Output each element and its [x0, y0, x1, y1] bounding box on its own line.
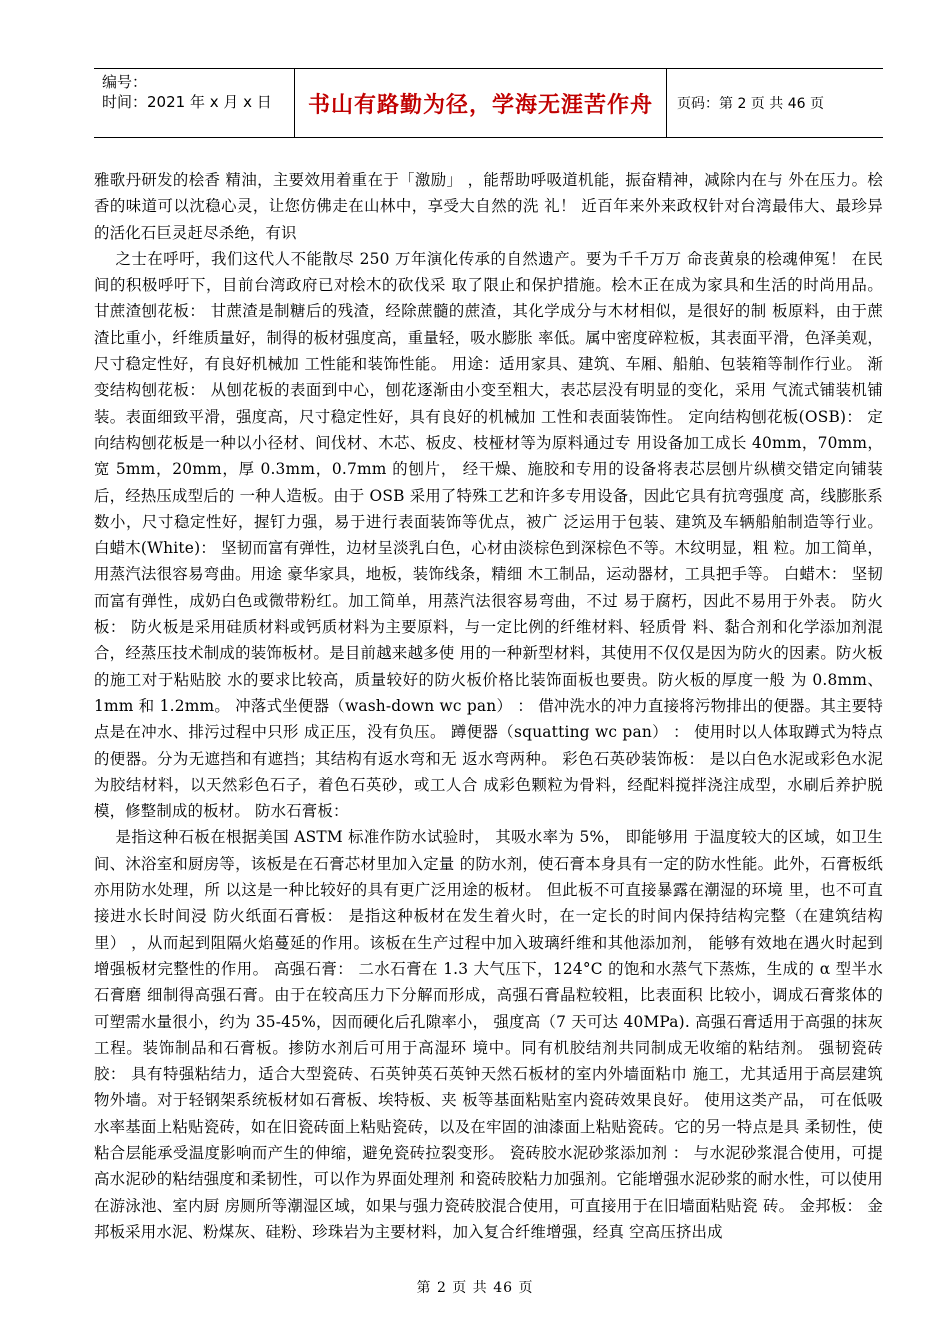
document-body [94, 167, 883, 1245]
page-header [94, 68, 883, 138]
page-footer: 第 2 页 共 46 页 [416, 1280, 534, 1296]
header-page-info: 页码：第 2 页 共 46 页 [677, 96, 824, 112]
header-motto-cell [294, 69, 667, 137]
document-number-label: 编号： [102, 73, 148, 91]
document-time: 时间：2021 年 x 月 x 日 [102, 93, 272, 111]
body-paragraph: 是指这种石板在根据美国 ASTM 标准作防水试验时， 其吸水率为 5%， 即能够用 于温度较大的区域，如卫生间、沐浴室和厨房等，该板是在石膏芯材里加入定量 的防水剂，使石膏本身具有一定的防水性能。此外，石膏板纸亦用防水处理，所 以这是一种比较好的具有更广泛用途的板材。 但此板不可直接暴露在潮湿的环境 里，也不可直接进水长时间浸 防火纸面石膏板： 是指这种板材在发生着火时，在一定长的时间内保持结构完整（在建筑结构里） ，从而起到阻隔火焰蔓延的作用。该板在生产过程中加入玻璃纤维和其他添加剂， 能够有效地在遇火时起到增强板材完整性的作用。 高强石膏： 二水石膏在 1.3 大气压下，124°C 的饱和水蒸气下蒸炼，生成的 α 型半水石膏磨 细制得高强石膏。由于在较高压力下分解而形成，高强石膏晶粒较粗，比表面积 比较小，调成石膏浆体的可塑需水量很小，约为 35-45%，因而硬化后孔隙率小， 强度高（7 天可达 40MPa). 高强石膏适用于高强的抹灰工程。装饰制品和石膏板。掺防水剂后可用于高湿环 境中。同有机胶结剂共同制成无收缩的粘结剂。 强韧瓷砖胶： 具有特强粘结力，适合大型瓷砖、石英钟英石英钟天然石板材的室内外墙面粘巾 施工，尤其适用于高层建筑物外墙。对于轻钢架系统板材如石膏板、埃特板、夹 板等基面粘贴室内瓷砖效果良好。 使用这类产品， 可在低吸水率基面上粘贴瓷砖，如在旧瓷砖面上粘贴瓷砖，以及在牢固的油漆面上粘贴瓷砖。它的另一特点是具 柔韧性，使粘合层能承受温度影响而产生的伸缩，避免瓷砖拉裂变形。 瓷砖胶水泥砂浆添加剂 ： 与水泥砂浆混合使用，可提高水泥砂的粘结强度和柔韧性，可以作为界面处理剂 和瓷砖胶粘力加强剂。它能增强水泥砂浆的耐水性，可以使用在游泳池、室内厨 房厕所等潮湿区域，如果与强力瓷砖胶混合使用，可直接用于在旧墙面粘贴瓷 砖。 金邦板： 金邦板采用水泥、粉煤灰、硅粉、珍珠岩为主要材料，加入复合纤维增强，经真 空高压挤出成 [94, 828, 883, 1241]
header-motto: 书山有路勤为径，学海无涯苦作舟 [307, 92, 653, 118]
body-paragraph: 雅歌丹研发的桧香 精油，主要效用着重在于「激励」 ，能帮助呼吸道机能，振奋精神，减除内在与 外在压力。桧香的味道可以沈稳心灵，让您仿佛走在山林中，享受大自然的洗 礼！ 近百年来外来政权针对台湾最伟大、最珍异的活化石巨灵赶尽杀绝，有识 [94, 171, 883, 242]
body-paragraph: 之士在呼吁，我们这代人不能散尽 250 万年演化传承的自然遗产。要为千千万万 命丧黄泉的桧魂伸冤！ 在民间的积极呼吁下，目前台湾政府已对桧木的砍伐采 取了限止和保护措施。桧木正在成为家具和生活的时尚用品。 甘蔗渣刨花板： 甘蔗渣是制糖后的残渣，经除蔗髓的蔗渣，其化学成分与木材相似，是很好的制 板原料，由于蔗渣比重小，纤维质量好，制得的板材强度高，重量轻，吸水膨胀 率低。属中密度碎粒板，其表面平滑，色泽美观，尺寸稳定性好，有良好机械加 工性能和装饰性能。 用途：适用家具、建筑、车厢、船舶、包装箱等制作行业。 渐变结构刨花板： 从刨花板的表面到中心，刨花逐渐由小变至粗大，表芯层没有明显的变化，采用 气流式铺装机铺装。表面细致平滑，强度高，尺寸稳定性好，具有良好的机械加 工性和表面装饰性。 定向结构刨花板(OSB)： 定向结构刨花板是一种以小径材、间伐材、木芯、板皮、枝桠材等为原料通过专 用设备加工成长 40mm，70mm，宽 5mm，20mm，厚 0.3mm，0.7mm 的刨片， 经干燥、施胶和专用的设备将表芯层刨片纵横交错定向铺装后，经热压成型后的 一种人造板。由于 OSB 采用了特殊工艺和许多专用设备，因此它具有抗弯强度 高，线膨胀系数小，尺寸稳定性好，握钉力强，易于进行表面装饰等优点，被广 泛运用于包装、建筑及车辆船舶制造等行业。 白蜡木(White)： 坚韧而富有弹性，边材呈淡乳白色，心材由淡棕色到深棕色不等。木纹明显，粗 粒。加工简单，用蒸汽法很容易弯曲。用途 豪华家具，地板，装饰线条，精细 木工制品，运动器材，工具把手等。 白蜡木： 坚韧而富有弹性，成奶白色或微带粉红。加工简单，用蒸汽法很容易弯曲，不过 易于腐朽，因此不易用于外表。 防火板： 防火板是采用硅质材料或钙质材料为主要原料，与一定比例的纤维材料、轻质骨 料、黏合剂和化学添加剂混合，经蒸压技术制成的装饰板材。是目前越来越多使 用的一种新型材料，其使用不仅仅是因为防火的因素。防火板的施工对于粘贴胶 水的要求比较高，质量较好的防火板价格比装饰面板也要贵。防火板的厚度一般 为 0.8mm、1mm 和 1.2mm。 冲落式坐便器（wash-down wc pan） ： 借冲洗水的冲力直接将污物排出的便器。其主要特点是在冲水、排污过程中只形 成正压，没有负压。 蹲便器（squatting wc pan） ： 使用时以人体取蹲式为特点的便器。分为无遮挡和有遮挡；其结构有返水弯和无 返水弯两种。 彩色石英砂装饰板： 是以白色水泥或彩色水泥为胶结材料，以天然彩色石子，着色石英砂，或工人合 成彩色颗粒为骨料，经配料搅拌浇注成型，水刷后养护脱模，修整制成的板材。 防水石膏板： [94, 249, 883, 821]
header-meta [94, 69, 294, 137]
